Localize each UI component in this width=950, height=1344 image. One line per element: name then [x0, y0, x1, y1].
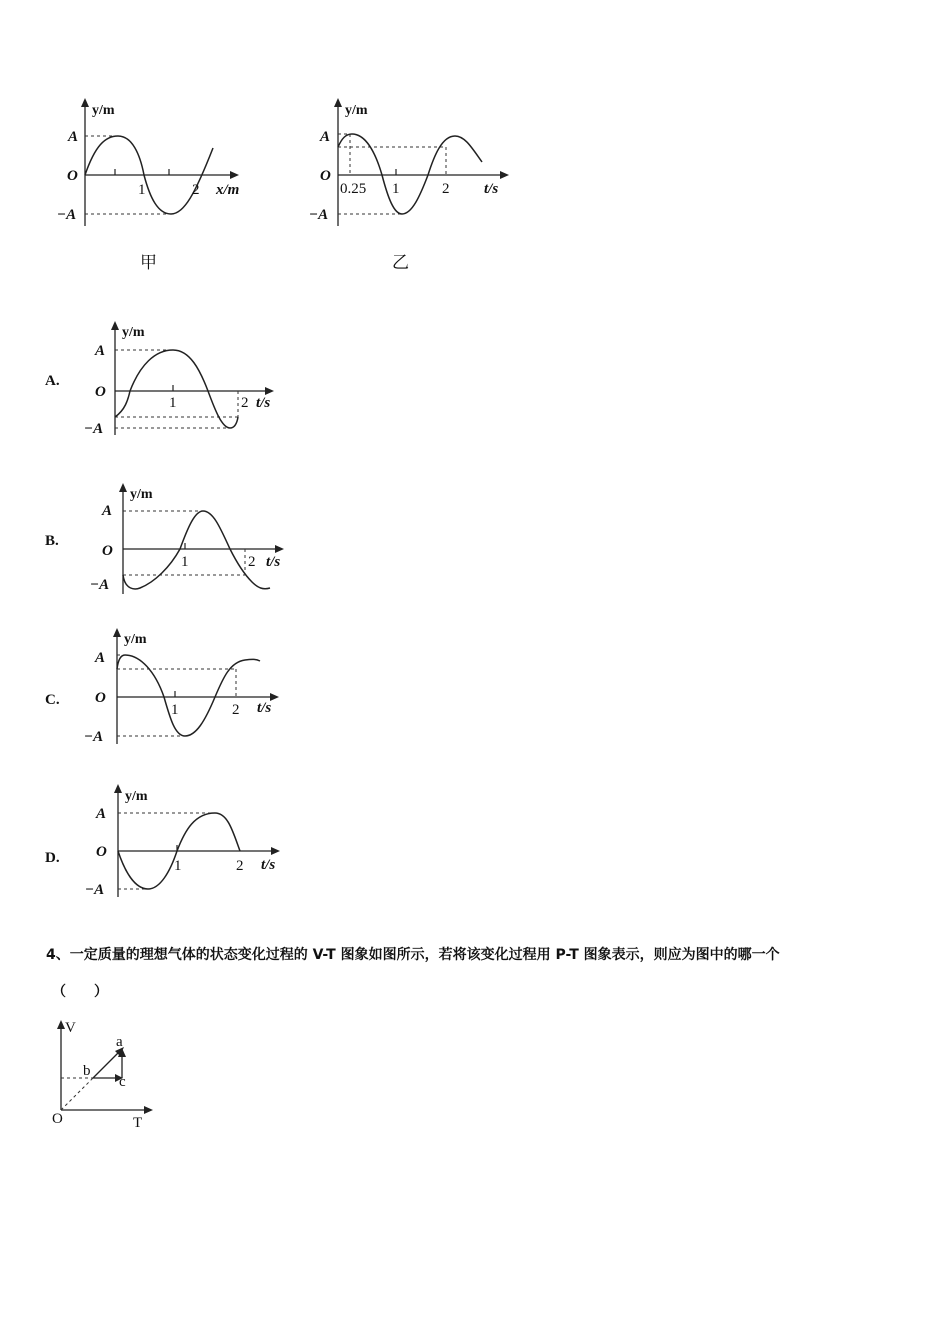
origin-label: O: [96, 844, 107, 860]
amp-pos-label: A: [320, 129, 331, 145]
amp-pos-label: A: [68, 129, 79, 145]
option-c-letter[interactable]: C.: [45, 692, 60, 708]
y-axis-label: y/m: [125, 789, 148, 804]
amp-pos-label: A: [95, 650, 106, 666]
option-a-letter[interactable]: A.: [45, 373, 60, 389]
option-d-letter[interactable]: D.: [45, 850, 60, 866]
tick-2: 2: [192, 182, 200, 198]
y-axis-label: y/m: [124, 632, 147, 647]
amp-neg-label: −A: [309, 207, 329, 223]
tick-2: 2: [248, 554, 256, 570]
option-b-letter[interactable]: B.: [45, 533, 59, 549]
amp-neg-label: −A: [90, 577, 110, 593]
option-c-graph[interactable]: [80, 626, 300, 751]
origin-label: O: [67, 168, 78, 184]
amp-neg-label: −A: [84, 421, 104, 437]
x-axis-label: t/s: [266, 554, 281, 570]
origin-label: O: [95, 690, 106, 706]
tick-2: 2: [241, 395, 249, 411]
point-a-label: a: [116, 1034, 123, 1050]
amp-pos-label: A: [102, 503, 113, 519]
y-axis-label: y/m: [130, 487, 153, 502]
amp-neg-label: −A: [57, 207, 77, 223]
caption-yi: 乙: [392, 253, 409, 273]
origin-label: O: [52, 1111, 63, 1127]
x-axis-label: t/s: [256, 395, 271, 411]
t-axis-label: T: [133, 1115, 143, 1131]
tick-2: 2: [232, 702, 240, 718]
amp-neg-label: −A: [85, 882, 105, 898]
y-axis-label: y/m: [345, 103, 368, 118]
vt-diagram: [45, 1015, 165, 1133]
caption-jia: 甲: [140, 253, 157, 273]
origin-label: O: [95, 384, 106, 400]
origin-label: O: [102, 543, 113, 559]
tick-2: 2: [236, 858, 244, 874]
x-axis-label: t/s: [484, 181, 499, 197]
figure-jia: [40, 96, 270, 281]
tick-1: 1: [392, 181, 400, 197]
amp-neg-label: −A: [84, 729, 104, 745]
tick-1: 1: [181, 554, 189, 570]
option-a-graph[interactable]: [80, 320, 290, 440]
x-axis-label: t/s: [257, 700, 272, 716]
point-b-label: b: [83, 1063, 91, 1079]
y-axis-label: y/m: [92, 103, 115, 118]
tick-1: 1: [174, 858, 182, 874]
tick-1: 1: [171, 702, 179, 718]
point-c-label: c: [119, 1074, 126, 1090]
option-d-graph[interactable]: [80, 782, 300, 902]
origin-label: O: [320, 168, 331, 184]
option-b-graph[interactable]: [80, 482, 300, 600]
v-axis-label: V: [65, 1020, 76, 1036]
amp-pos-label: A: [96, 806, 107, 822]
tick-2: 2: [442, 181, 450, 197]
tick-1: 1: [138, 182, 146, 198]
question-4-text: 4、一定质量的理想气体的状态变化过程的 V-T 图象如图所示，若将该变化过程用 P-T 图象表示，则应为图中的哪一个: [46, 947, 780, 963]
tick-1: 1: [169, 395, 177, 411]
x-axis-label: t/s: [261, 857, 276, 873]
figure-yi: [300, 96, 530, 281]
y-axis-label: y/m: [122, 325, 145, 340]
x-axis-label: x/m: [216, 182, 240, 198]
amp-pos-label: A: [95, 343, 106, 359]
tick-0-25: 0.25: [340, 181, 367, 197]
answer-blank: （ ）: [52, 984, 108, 1000]
